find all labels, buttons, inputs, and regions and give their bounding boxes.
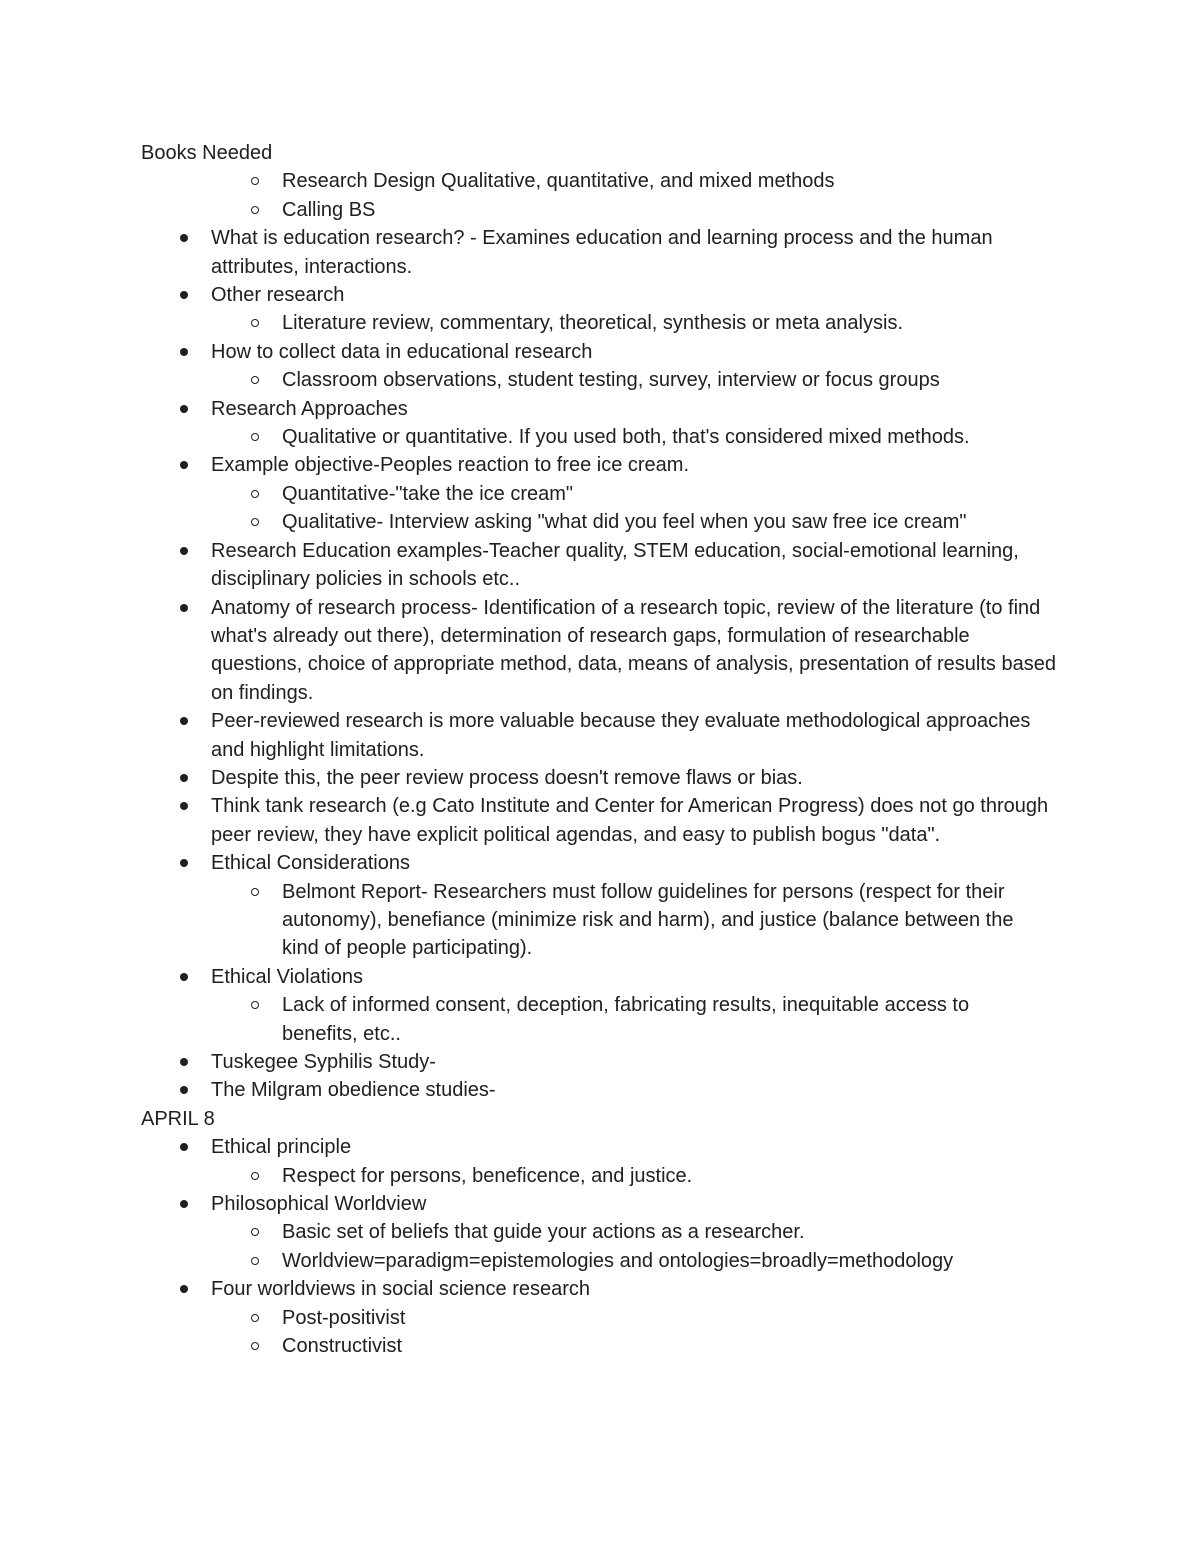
filled-bullet-icon bbox=[180, 973, 188, 981]
hollow-bullet-icon bbox=[251, 1172, 259, 1180]
list-item: Classroom observations, student testing, survey, interview or focus groups bbox=[282, 366, 1042, 394]
list-item: Tuskegee Syphilis Study- bbox=[211, 1048, 1061, 1076]
filled-bullet-icon bbox=[180, 604, 188, 612]
filled-bullet-icon bbox=[180, 1143, 188, 1151]
filled-bullet-icon bbox=[180, 461, 188, 469]
notes-list bbox=[141, 1048, 1071, 1105]
hollow-bullet-icon bbox=[251, 433, 259, 441]
sub-list bbox=[141, 1162, 1071, 1190]
filled-bullet-icon bbox=[180, 291, 188, 299]
sub-list bbox=[141, 423, 1071, 451]
filled-bullet-icon bbox=[180, 1086, 188, 1094]
notes-list bbox=[141, 451, 1071, 479]
sub-list bbox=[141, 309, 1071, 337]
list-item: Basic set of beliefs that guide your actions as a researcher. bbox=[282, 1218, 1042, 1246]
notes-list bbox=[141, 1133, 1071, 1161]
list-item: Lack of informed consent, deception, fabricating results, inequitable access to benefits, etc.. bbox=[282, 991, 1042, 1048]
list-item: Other research bbox=[211, 281, 1061, 309]
list-item: What is education research? - Examines education and learning process and the human attributes, interactions. bbox=[211, 224, 1061, 281]
section-heading-books-needed: Books Needed bbox=[141, 142, 273, 164]
list-item: How to collect data in educational research bbox=[211, 338, 1061, 366]
list-item: Example objective-Peoples reaction to free ice cream. bbox=[211, 451, 1061, 479]
filled-bullet-icon bbox=[180, 405, 188, 413]
list-item: Constructivist bbox=[282, 1332, 1042, 1360]
list-item: Despite this, the peer review process doesn't remove flaws or bias. bbox=[211, 764, 1061, 792]
filled-bullet-icon bbox=[180, 1285, 188, 1293]
hollow-bullet-icon bbox=[251, 206, 259, 214]
list-item: Respect for persons, beneficence, and justice. bbox=[282, 1162, 1042, 1190]
sub-list bbox=[141, 878, 1071, 963]
list-item: Philosophical Worldview bbox=[211, 1190, 1061, 1218]
list-item: The Milgram obedience studies- bbox=[211, 1076, 1061, 1104]
hollow-bullet-icon bbox=[251, 376, 259, 384]
list-item: Calling BS bbox=[282, 196, 1042, 224]
list-item: Ethical principle bbox=[211, 1133, 1061, 1161]
hollow-bullet-icon bbox=[251, 177, 259, 185]
sub-list bbox=[141, 1218, 1071, 1275]
list-item: Literature review, commentary, theoretical, synthesis or meta analysis. bbox=[282, 309, 1042, 337]
notes-list bbox=[141, 537, 1071, 878]
filled-bullet-icon bbox=[180, 1058, 188, 1066]
filled-bullet-icon bbox=[180, 859, 188, 867]
books-list bbox=[141, 167, 1071, 224]
list-item: Research Education examples-Teacher quality, STEM education, social-emotional learning, disciplinary policies in schools etc.. bbox=[211, 537, 1061, 594]
notes-list bbox=[141, 281, 1071, 309]
filled-bullet-icon bbox=[180, 774, 188, 782]
hollow-bullet-icon bbox=[251, 1001, 259, 1009]
notes-list bbox=[141, 224, 1071, 281]
notes-list bbox=[141, 1275, 1071, 1303]
list-item: Post-positivist bbox=[282, 1304, 1042, 1332]
filled-bullet-icon bbox=[180, 717, 188, 725]
hollow-bullet-icon bbox=[251, 888, 259, 896]
notes-list bbox=[141, 963, 1071, 991]
document-body bbox=[141, 139, 1071, 1360]
hollow-bullet-icon bbox=[251, 1228, 259, 1236]
filled-bullet-icon bbox=[180, 1200, 188, 1208]
notes-list bbox=[141, 1190, 1071, 1218]
sub-list bbox=[141, 1304, 1071, 1361]
list-item: Ethical Violations bbox=[211, 963, 1061, 991]
list-item: Worldview=paradigm=epistemologies and ontologies=broadly=methodology bbox=[282, 1247, 1042, 1275]
list-item: Four worldviews in social science research bbox=[211, 1275, 1061, 1303]
hollow-bullet-icon bbox=[251, 319, 259, 327]
section-heading-april-8: APRIL 8 bbox=[141, 1107, 215, 1130]
notes-list bbox=[141, 395, 1071, 423]
list-item: Qualitative or quantitative. If you used both, that's considered mixed methods. bbox=[282, 423, 1042, 451]
hollow-bullet-icon bbox=[251, 1342, 259, 1350]
hollow-bullet-icon bbox=[251, 1314, 259, 1322]
hollow-bullet-icon bbox=[251, 1257, 259, 1265]
filled-bullet-icon bbox=[180, 547, 188, 555]
sub-list bbox=[141, 366, 1071, 394]
list-item: Belmont Report- Researchers must follow guidelines for persons (respect for their autonomy), benefiance (minimize risk and harm), and justice (balance between the kind of people participating). bbox=[282, 878, 1042, 963]
sub-list bbox=[141, 480, 1071, 537]
filled-bullet-icon bbox=[180, 802, 188, 810]
filled-bullet-icon bbox=[180, 348, 188, 356]
list-item: Quantitative-"take the ice cream" bbox=[282, 480, 1042, 508]
sub-list bbox=[141, 991, 1071, 1048]
hollow-bullet-icon bbox=[251, 490, 259, 498]
list-item: Research Approaches bbox=[211, 395, 1061, 423]
list-item: Think tank research (e.g Cato Institute and Center for American Progress) does not go through peer review, they have explicit political agendas, and easy to publish bogus "data". bbox=[211, 792, 1061, 849]
list-item: Ethical Considerations bbox=[211, 849, 1061, 877]
hollow-bullet-icon bbox=[251, 518, 259, 526]
notes-list bbox=[141, 338, 1071, 366]
filled-bullet-icon bbox=[180, 234, 188, 242]
list-item: Anatomy of research process- Identification of a research topic, review of the literature (to find what's already out there), determination of research gaps, formulation of researchable questions, choice of appropriate method, data, means of analysis, presentation of results based on findings. bbox=[211, 594, 1061, 708]
list-item: Research Design Qualitative, quantitative, and mixed methods bbox=[282, 167, 1042, 195]
list-item: Qualitative- Interview asking "what did you feel when you saw free ice cream" bbox=[282, 508, 1042, 536]
list-item: Peer-reviewed research is more valuable because they evaluate methodological approaches and highlight limitations. bbox=[211, 707, 1061, 764]
